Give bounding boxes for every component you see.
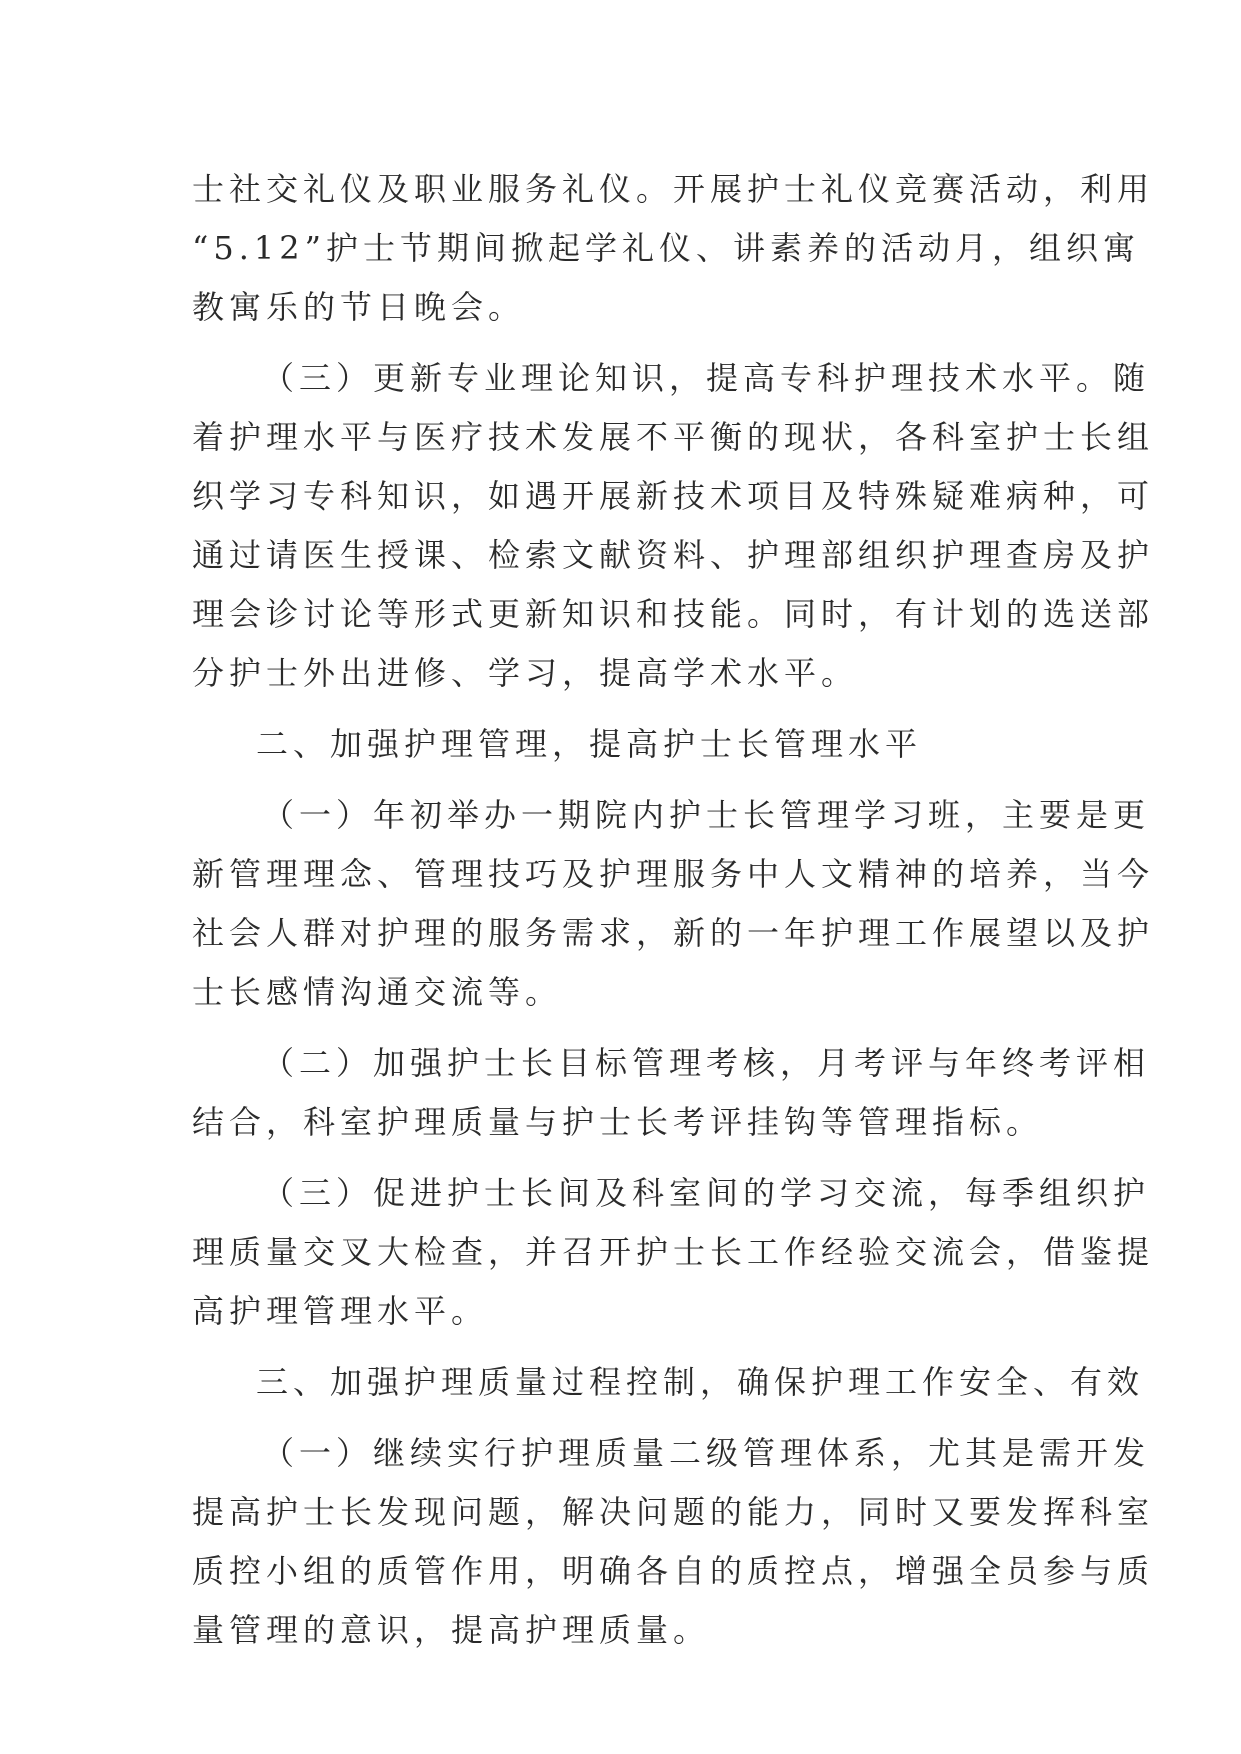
paragraph xyxy=(192,1034,1151,1152)
text-line: 着护理水平与医疗技术发展不平衡的现状，各科室护士长组 xyxy=(192,418,1155,456)
text-line: （三）促进护士长间及科室间的学习交流，每季组织护 xyxy=(262,1174,1151,1212)
text-line: 士社交礼仪及职业服务礼仪。开展护士礼仪竞赛活动，利用 xyxy=(192,170,1155,208)
paragraph-gap xyxy=(192,1412,1054,1424)
paragraph-gap xyxy=(192,337,1054,349)
paragraph-gap xyxy=(192,703,1054,715)
paragraph-gap xyxy=(192,1341,1054,1353)
section-heading xyxy=(192,1353,1145,1412)
paragraph xyxy=(192,1164,1155,1341)
text-line: 三、加强护理质量过程控制，确保护理工作安全、有效 xyxy=(256,1363,1145,1401)
text-line: 量管理的意识，提高护理质量。 xyxy=(192,1611,711,1649)
text-line: “5.12”护士节期间掀起学礼仪、讲素养的活动月，组织寓 xyxy=(192,229,1140,267)
text-line: 二、加强护理管理，提高护士长管理水平 xyxy=(256,725,923,763)
paragraph-gap xyxy=(192,774,1054,786)
text-line: 织学习专科知识，如遇开展新技术项目及特殊疑难病种，可 xyxy=(192,477,1155,515)
paragraph xyxy=(192,160,1155,337)
text-line: 教寓乐的节日晚会。 xyxy=(192,288,526,326)
text-line: （二）加强护士长目标管理考核，月考评与年终考评相 xyxy=(262,1044,1151,1082)
text-line: （三）更新专业理论知识，提高专科护理技术水平。随 xyxy=(262,359,1151,397)
text-line: 提高护士长发现问题，解决问题的能力，同时又要发挥科室 xyxy=(192,1493,1155,1531)
text-line: （一）年初举办一期院内护士长管理学习班，主要是更 xyxy=(262,796,1151,834)
text-line: 质控小组的质管作用，明确各自的质控点，增强全员参与质 xyxy=(192,1552,1155,1590)
text-line: 理质量交叉大检查，并召开护士长工作经验交流会，借鉴提 xyxy=(192,1233,1155,1271)
paragraph-gap xyxy=(192,1152,1054,1164)
paragraph xyxy=(192,349,1155,703)
text-line: 士长感情沟通交流等。 xyxy=(192,973,563,1011)
section-heading xyxy=(192,715,1054,774)
text-line: 新管理理念、管理技巧及护理服务中人文精神的培养，当今 xyxy=(192,855,1155,893)
paragraph xyxy=(192,1424,1155,1660)
text-line: 通过请医生授课、检索文献资料、护理部组织护理查房及护 xyxy=(192,536,1155,574)
text-line: （一）继续实行护理质量二级管理体系，尤其是需开发 xyxy=(262,1434,1151,1472)
document-body xyxy=(192,160,1155,1660)
text-line: 理会诊讨论等形式更新知识和技能。同时，有计划的选送部 xyxy=(192,595,1155,633)
text-line: 分护士外出进修、学习，提高学术水平。 xyxy=(192,654,859,692)
text-line: 结合，科室护理质量与护士长考评挂钩等管理指标。 xyxy=(192,1103,1044,1141)
text-line: 高护理管理水平。 xyxy=(192,1292,489,1330)
paragraph xyxy=(192,786,1155,1022)
paragraph-gap xyxy=(192,1022,1054,1034)
text-line: 社会人群对护理的服务需求，新的一年护理工作展望以及护 xyxy=(192,914,1155,952)
